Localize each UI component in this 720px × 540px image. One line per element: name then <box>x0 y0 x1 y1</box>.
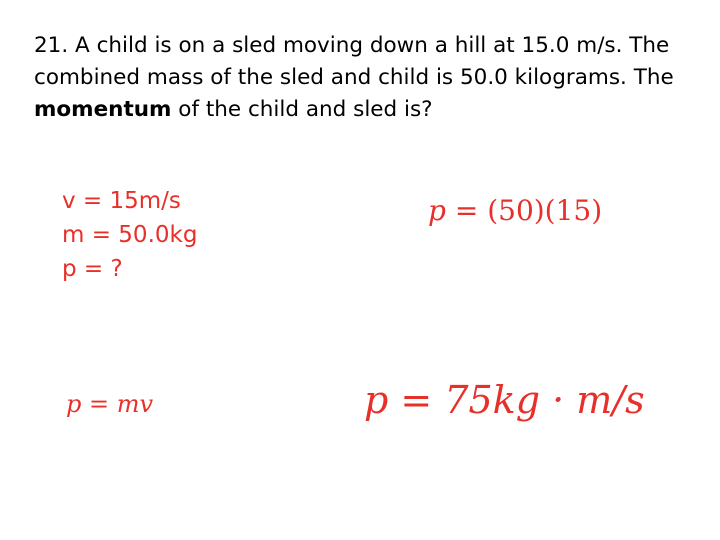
formula-variable: p <box>66 390 82 418</box>
question-text <box>34 30 694 126</box>
result-expression: 75kg · m/s <box>444 378 645 422</box>
momentum-formula <box>66 390 153 418</box>
formula-operator: = <box>81 390 117 418</box>
result-variable: p <box>364 378 389 422</box>
question-text-start: 21. A child is on a sled moving down a hill at 15.0 m/s. The combined mass of the sled and child is 50.0 kilograms. The <box>34 33 674 90</box>
given-values <box>62 184 197 286</box>
given-mass: m = 50.0kg <box>62 222 198 248</box>
substitution-expression: (50)(15) <box>487 194 603 227</box>
question-emphasis: momentum <box>34 97 172 122</box>
given-velocity: v = 15m/s <box>62 188 181 214</box>
result-operator: = <box>388 378 445 422</box>
question-text-end: of the child and sled is? <box>171 97 433 122</box>
substitution-operator: = <box>445 194 488 227</box>
given-momentum: p = ? <box>62 256 123 282</box>
substitution-variable: p <box>428 194 446 227</box>
formula-expression: mv <box>116 390 154 418</box>
substitution-equation <box>428 194 602 227</box>
result-equation <box>364 378 645 422</box>
